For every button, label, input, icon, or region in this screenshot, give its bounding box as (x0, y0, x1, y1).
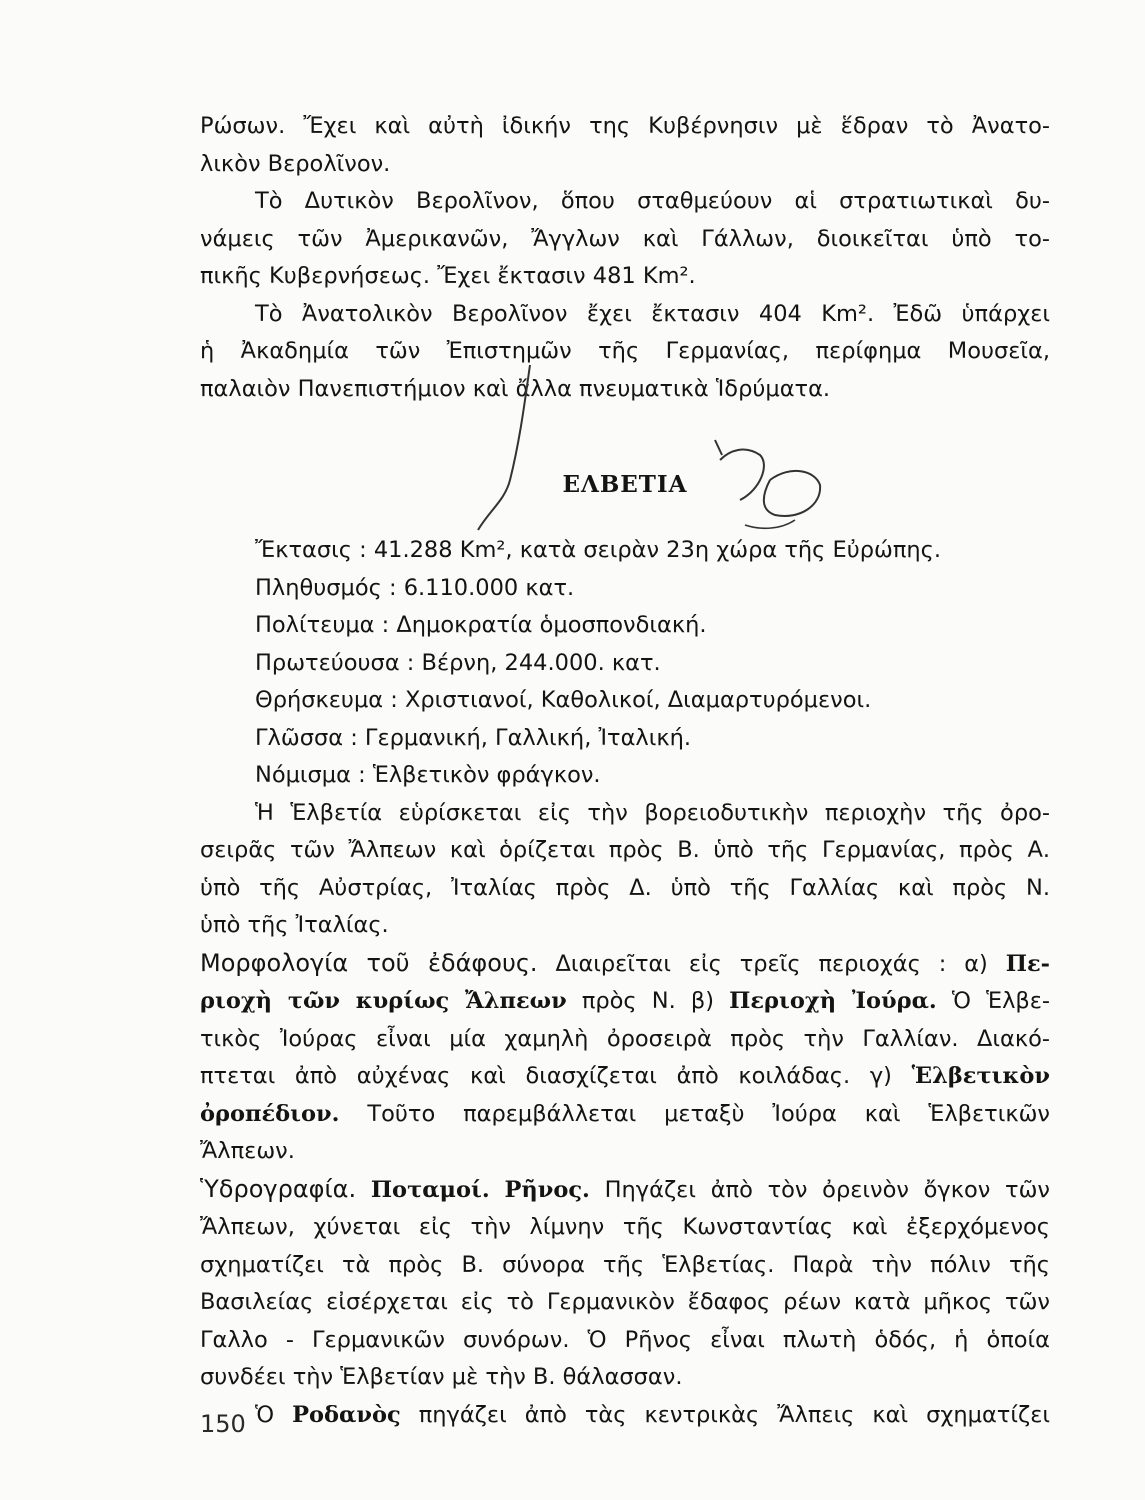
page-body (200, 108, 1050, 1434)
text-line: Βασιλείας εἰσέρχεται εἰς τὸ Γερμανικὸν ἔδαφος ρέων κατὰ μῆκος τῶν (200, 1289, 1050, 1315)
rhone-line: Ὁ Ροδανὸς πηγάζει ἀπὸ τὰς κεντρικὰς Ἄλπεις καὶ σχηματίζει (255, 1401, 1050, 1428)
text-line: ὑπὸ τῆς Ἰταλίας. (200, 912, 389, 938)
section-title: ΕΛΒΕΤΙΑ (562, 471, 688, 498)
page-number: 150 (200, 1410, 246, 1438)
fact-area: Ἔκτασις : 41.288 Km², κατὰ σειρὰν 23η χώρα τῆς Εὐρώπης. (255, 537, 942, 563)
text-line: συνδέει τὴν Ἑλβετίαν μὲ τὴν Β. θάλασσαν. (200, 1364, 683, 1390)
facts-list (200, 532, 1050, 795)
morphology-heading: Μορφολογία τοῦ ἐδάφους. (200, 948, 538, 977)
fact-population: Πληθυσμός : 6.110.000 κατ. (255, 574, 575, 601)
fact-currency: Νόμισμα : Ἑλβετικὸν φράγκον. (255, 762, 601, 788)
text-line: Ἄλπεων, χύνεται εἰς τὴν λίμνην τῆς Κωνσταντίας καὶ ἐξερχόμενος (200, 1214, 1050, 1240)
text-line: σχηματίζει τὰ πρὸς Β. σύνορα τῆς Ἑλβετίας. Παρὰ τὴν πόλιν τῆς (200, 1251, 1050, 1278)
fact-capital: Πρωτεύουσα : Βέρνη, 244.000. κατ. (255, 649, 661, 676)
text-line: Γαλλο - Γερμανικῶν συνόρων. Ὁ Ρῆνος εἶναι πλωτὴ ὁδός, ἡ ὁποία (200, 1326, 1050, 1353)
morphology-line: ὀροπέδιον. Τοῦτο παρεμβάλλεται μεταξὺ Ἰούρα καὶ Ἑλβετικῶν (200, 1100, 1050, 1127)
fact-government: Πολίτευμα : Δημοκρατία ὁμοσπονδιακή. (255, 612, 707, 638)
hydrography-heading: Ὑδρογραφία. (200, 1174, 357, 1203)
text-line: ὑπὸ τῆς Αὐστρίας, Ἰταλίας πρὸς Δ. ὑπὸ τῆς Γαλλίας καὶ πρὸς Ν. (200, 874, 1050, 901)
text-line: Τὸ Δυτικὸν Βερολῖνον, ὅπου σταθμεύουν αἱ στρατιωτικαὶ δυ- (255, 188, 1050, 214)
text-line: πικῆς Κυβερνήσεως. Ἔχει ἔκτασιν 481 Km². (200, 263, 696, 289)
handwritten-scribble (470, 360, 830, 550)
morphology-line: πτεται ἀπὸ αὐχένας καὶ διασχίζεται ἀπὸ κοιλάδας. γ) Ἑλβετικὸν (200, 1063, 1050, 1089)
text-line: σειρᾶς τῶν Ἄλπεων καὶ ὁρίζεται πρὸς Β. ὑπὸ τῆς Γερμανίας, πρὸς Α. (200, 837, 1050, 863)
text-line: νάμεις τῶν Ἀμερικανῶν, Ἄγγλων καὶ Γάλλων, διοικεῖται ὑπὸ το- (200, 225, 1050, 252)
morphology-line: ριοχὴ τῶν κυρίως Ἄλπεων πρὸς Ν. β) Περιοχὴ Ἰούρα. Ὁ Ἑλβε- (200, 988, 1051, 1014)
text-line: παλαιὸν Πανεπιστήμιον καὶ ἄλλα πνευματικὰ Ἱδρύματα. (200, 375, 831, 402)
text-line: λικὸν Βερολῖνον. (200, 150, 391, 177)
text-line: Ρώσων. Ἔχει καὶ αὐτὴ ἰδικήν της Κυβέρνησιν μὲ ἕδραν τὸ Ἀνατο- (200, 113, 1050, 139)
text-line: Ἄλπεων. (200, 1138, 295, 1164)
text-line: ἡ Ἀκαδημία τῶν Ἐπιστημῶν τῆς Γερμανίας, περίφημα Μουσεῖα, (200, 338, 1050, 364)
text-line: τικὸς Ἰούρας εἶναι μία χαμηλὴ ὀροσειρὰ πρὸς τὴν Γαλλίαν. Διακό- (200, 1025, 1050, 1052)
morphology-line: Μορφολογία τοῦ ἐδάφους. Διαιρεῖται εἰς τρεῖς περιοχάς : α) Πε- (200, 948, 1050, 977)
fact-religion: Θρήσκευμα : Χριστιανοί, Καθολικοί, Διαμαρτυρόμενοι. (255, 687, 872, 713)
hydrography-line: Ὑδρογραφία. Ποταμοί. Ρῆνος. Πηγάζει ἀπὸ τὸν ὀρεινὸν ὄγκον τῶν (200, 1174, 1050, 1203)
text-line: Ἡ Ἑλβετία εὑρίσκεται εἰς τὴν βορειοδυτικὴν περιοχὴν τῆς ὀρο- (255, 799, 1050, 826)
text-line: Τὸ Ἀνατολικὸν Βερολῖνον ἔχει ἔκτασιν 404 Km². Ἐδῶ ὑπάρχει (255, 300, 1050, 327)
fact-language: Γλῶσσα : Γερμανική, Γαλλική, Ἰταλική. (255, 724, 692, 751)
